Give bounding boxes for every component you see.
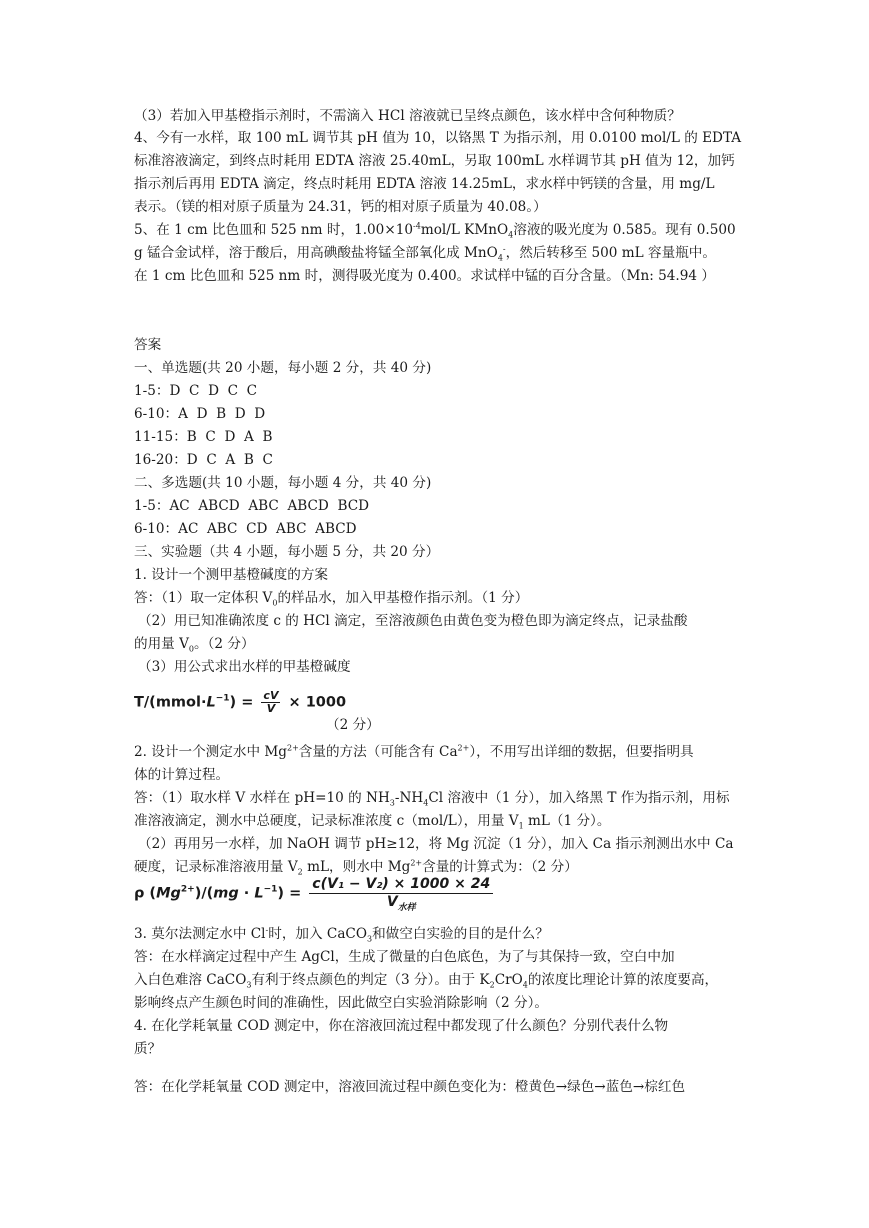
- q4-line-3: 指示剂后再用 EDTA 滴定，终点时耗用 EDTA 溶液 14.25mL，求水样中钙镁的含量，用 mg/L: [134, 176, 715, 192]
- q3-sub3: （3）若加入甲基橙指示剂时，不需滴入 HCl 溶液就已呈终点颜色，该水样中含何种物质？: [134, 108, 681, 124]
- q4-line-4: 表示。（镁的相对原子质量为 24.31，钙的相对原子质量为 40.08。）: [134, 199, 547, 215]
- section1-row: 6-10：A D B D D: [134, 406, 266, 422]
- exp2-step2: （2）再用另一水样，加 NaOH 调节 pH≥12，将 Mg 沉淀（1 分），加入 Ca 指示剂测出水中 Ca: [138, 836, 734, 852]
- exp3-title: 3. 莫尔法测定水中 Cl-时，加入 CaCO$_3$和做空白实验的目的是什么？: [134, 925, 549, 944]
- q5-line-3: 在 1 cm 比色皿和 525 nm 时，测得吸光度为 0.400。求试样中锰的百分含量。（Mn: 54.94 ）: [134, 268, 715, 284]
- section2-row: 1-5：AC ABCD ABC ABCD BCD: [134, 498, 369, 514]
- exp1-step1: 答：（1）取一定体积 $V_0$的样品水，加入甲基橙作指示剂。（1 分）: [134, 590, 529, 608]
- magnesium-fraction: $\frac{\text{c(V₁ − V₂) × 1000 × 24}}{V_{水样}}$: [309, 876, 493, 911]
- section3-title: 三、实验题（共 4 小题，每小题 5 分，共 20 分）: [134, 544, 440, 560]
- exp1-step2-cont: 的用量 $V_0$。（2 分）: [134, 636, 255, 654]
- exp4-title: 4. 在化学耗氧量 COD 测定中，你在溶液回流过程中都发现了什么颜色？分别代表什么物: [134, 1018, 669, 1034]
- section1-row: 16-20：D C A B C: [134, 452, 273, 468]
- exp1-title: 1. 设计一个测甲基橙碱度的方案: [134, 567, 329, 583]
- q4-line-2: 标准溶液滴定，到终点时耗用 EDTA 溶液 25.40mL，另取 100mL 水样调节其 pH 值为 12，加钙: [134, 153, 735, 169]
- exp3-answer-3: 影响终点产生颜色时间的准确性，因此做空白实验消除影响（2 分）。: [134, 995, 548, 1011]
- exp4-answer: 答：在化学耗氧量 COD 测定中，溶液回流过程中颜色变化为：橙黄色→绿色→蓝色→棕红色: [134, 1079, 686, 1095]
- magnesium-formula: ρ $(Mg^{2+})/(mg \cdot L^{-1})$ = $\frac{\text{c(V₁ − V₂) × 1000 × 24}}{V_{水样}}$: [134, 876, 496, 911]
- section2-title: 二、多选题(共 10 小题，每小题 4 分，共 40 分): [134, 475, 432, 491]
- exp3-answer-1: 答：在水样滴定过程中产生 AgCl，生成了微量的白色底色，为了与其保持一致，空白中加: [134, 949, 675, 965]
- section1-row: 1-5：D C D C C: [134, 383, 258, 399]
- exp2-step1-cont: 准溶液滴定，测水中总硬度，记录标准浓度 c（mol/L），用量 $V_1$ mL（1 分）。: [134, 813, 611, 831]
- q5-line-2: g 锰合金试样，溶于酸后，用高碘酸盐将锰全部氧化成 MnO$_4$-，然后转移至 500 mL 容量瓶中。: [134, 244, 716, 263]
- section2-row: 6-10：AC ABC CD ABC ABCD: [134, 521, 357, 537]
- alkalinity-fraction: $\frac{cV}{V}$: [263, 689, 279, 715]
- exp4-title-cont: 质？: [134, 1041, 162, 1057]
- exp2-step2-cont: 硬度，记录标准溶液用量 $V_2$ mL，则水中 $Mg^{2+}$含量的计算式为：（2 分）: [134, 858, 578, 877]
- exp1-step3: （3）用公式求出水样的甲基橙碱度: [138, 659, 351, 675]
- section1-title: 一、单选题(共 20 小题，每小题 2 分，共 40 分): [134, 360, 432, 376]
- section1-row: 11-15：B C D A B: [134, 429, 273, 445]
- exp3-answer-2: 入白色难溶 CaCO$_3$有利于终点颜色的判定（3 分）。由于 $K_2CrO_4$的浓度比理论计算的浓度要高，: [134, 972, 719, 990]
- q4-line-1: 4、今有一水样，取 100 mL 调节其 pH 值为 10，以铬黑 T 为指示剂，用 0.0100 mol/L 的 EDTA: [134, 130, 742, 146]
- answers-heading: 答案: [134, 337, 162, 353]
- exp1-formula-score: （2 分）: [326, 717, 380, 733]
- exp1-step2: （2）用已知准确浓度 c 的 HCl 滴定，至溶液颜色由黄色变为橙色即为滴定终点，记录盐酸: [138, 613, 688, 629]
- exp2-title: 2. 设计一个测定水中 $Mg^{2+}$含量的方法（可能含有 $Ca^{2+}$），不用写出详细的数据，但要指明具: [134, 743, 694, 760]
- alkalinity-formula: $T/(mmol\cdot L^{-1})$ = $\frac{cV}{V}$ × 1000: [134, 689, 347, 715]
- exp2-title-cont: 体的计算过程。: [134, 767, 230, 783]
- exp2-step1: 答：（1）取水样 V 水样在 pH=10 的 $NH_3-NH_4Cl$ 溶液中（1 分），加入络黑 T 作为指示剂，用标: [134, 790, 730, 808]
- q5-line-1: 5、在 1 cm 比色皿和 525 nm 时，$1.00\times 10^{-4}mol/L$ KMnO$_4$溶液的吸光度为 0.585。现有 0.500: [134, 221, 736, 240]
